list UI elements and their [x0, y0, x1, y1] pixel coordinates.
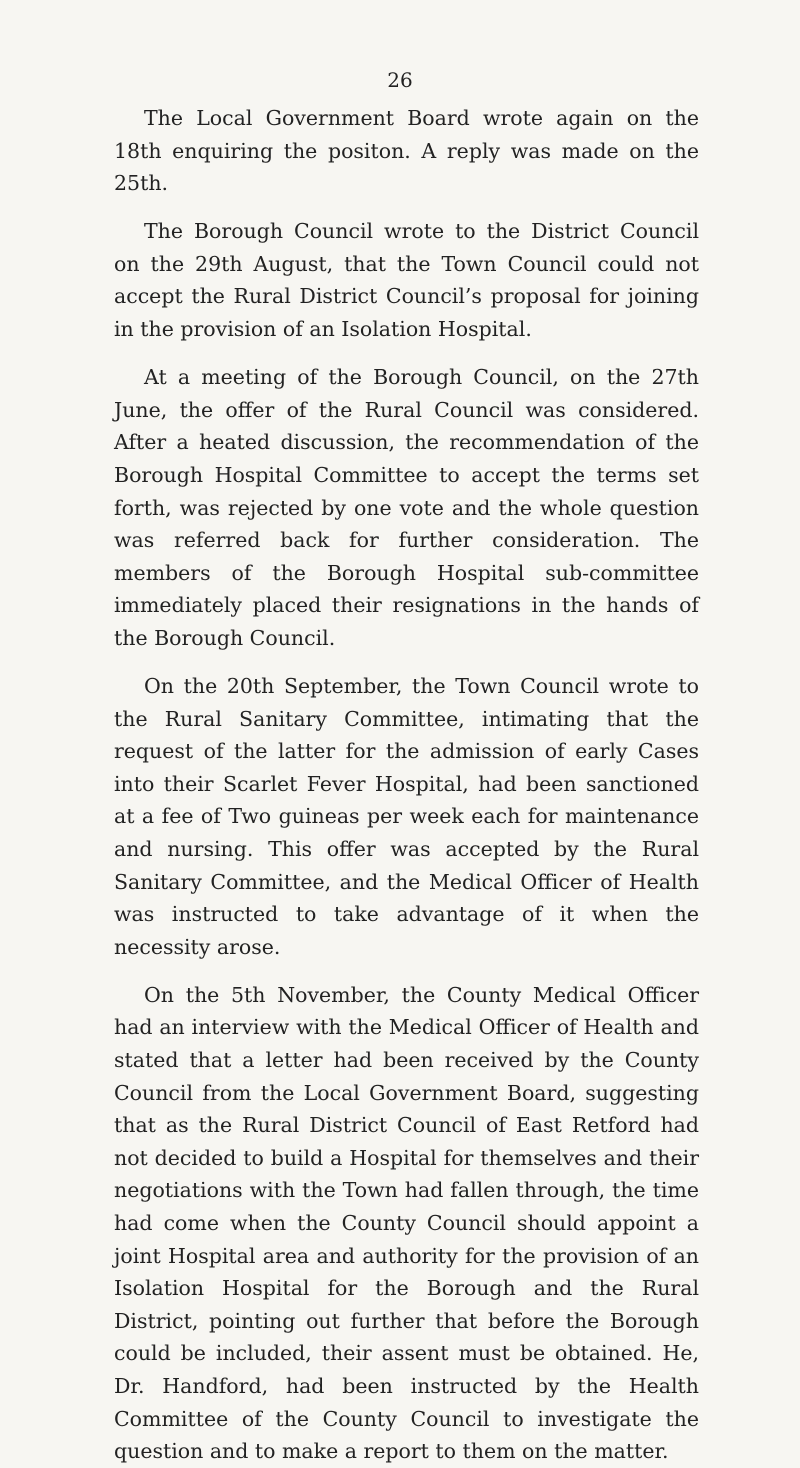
paragraph-2: The Borough Council wrote to the District Council on the 29th August, that the Town Council could not accept the Rural District Council’s proposal for joining in the provision of an Isolation Hospital. — [114, 219, 699, 342]
page-number: 26 — [387, 68, 413, 92]
paragraph-4: On the 20th September, the Town Council wrote to the Rural Sanitary Committee, intimating that the request of the latter for the admission of early Cases into their Scarlet Fever Hospital, had been sanctioned at a fee of Two guineas per week each for maintenance and nursing. This offer was accepted by the Rural Sanitary Committee, and the Medical Officer of Health was instructed to take advantage of it when the necessity arose. — [114, 674, 699, 959]
paragraph-1: The Local Government Board wrote again on the 18th enquiring the positon. A reply was made on the 25th. — [114, 106, 699, 196]
body-text — [114, 102, 699, 1468]
paragraph-5: On the 5th November, the County Medical Officer had an interview with the Medical Officer of Health and stated that a letter had been received by the County Council from the Local Government Board, suggesting that as the Rural District Council of East Retford had not decided to build a Hospital for themselves and their negotiations with the Town had fallen through, the time had come when the County Council should appoint a joint Hospital area and authority for the provision of an Isolation Hospital for the Borough and the Rural District, pointing out further that before the Borough could be included, their assent must be obtained. He, Dr. Handford, had been instructed by the Health Committee of the County Council to investigate the question and to make a report to them on the matter. — [114, 982, 699, 1464]
paragraph-3: At a meeting of the Borough Council, on the 27th June, the offer of the Rural Council was considered. After a heated discussion, the recommendation of the Borough Hospital Committee to accept the terms set forth, was rejected by one vote and the whole question was referred back for further consideration. The members of the Borough Hospital sub-committee immediately placed their resignations in the hands of the Borough Council. — [114, 365, 699, 650]
